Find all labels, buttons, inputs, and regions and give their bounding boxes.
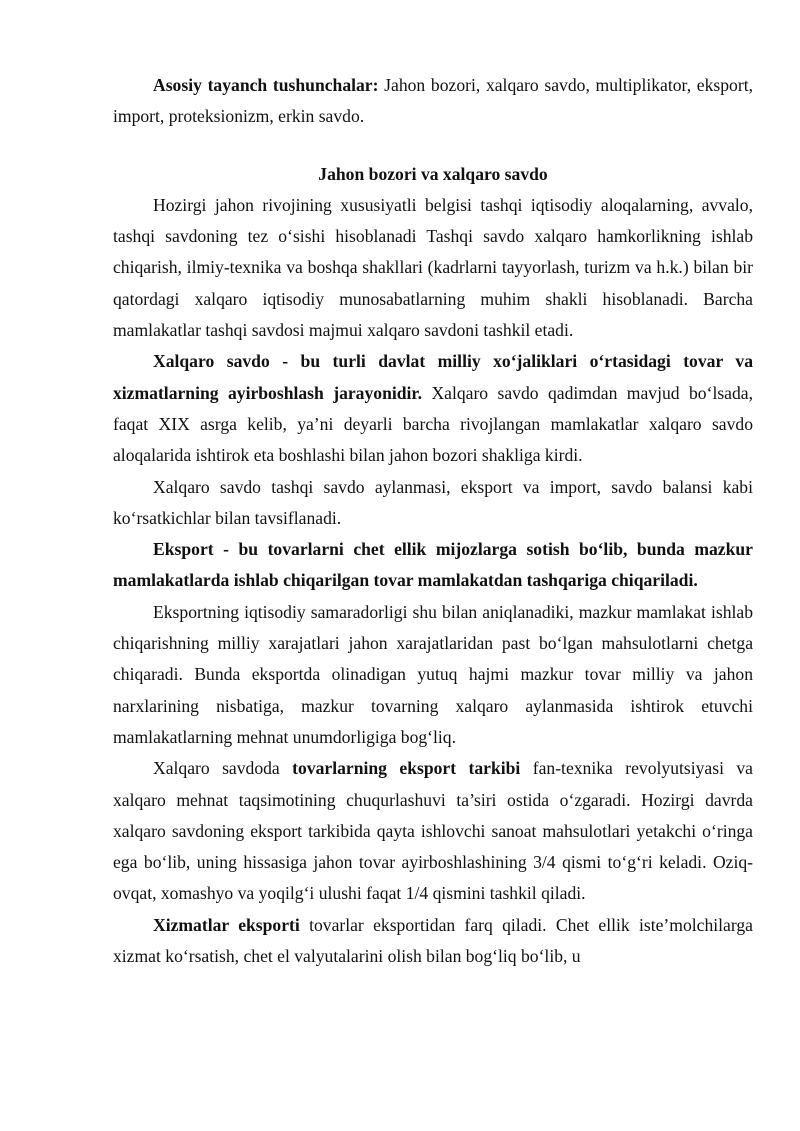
paragraph-5: Eksportning iqtisodiy samaradorligi shu bilan aniqlanadiki, mazkur mamlakat ishlab chiqarishning milliy xarajatlari jahon xarajatlaridan past bo‘lgan mahsulotlarni chetga chiqaradi. Bunda eksportda olinadigan yutuq hajmi mazkur tovar milliy va jahon narxlarining nisbatiga, mazkur tovarning xalqaro aylanmasida ishtirok etuvchi mamlakatlarning mehnat unumdorligiga bog‘liq. (113, 601, 753, 747)
paragraph-2-text: Xalqaro savdo qadimdan mavjud bo‘lsada, faqat XIX asrga kelib, ya’ni deyarli barcha rivojlangan mamlakatlar xalqaro savdo aloqalarida ishtirok eta boshlashi bilan jahon bozori shakliga kirdi. (113, 382, 753, 466)
paragraph-4 (113, 534, 753, 597)
paragraph-2-bold: Xalqaro savdo - bu turli davlat milliy xo‘jaliklari o‘rtasidagi tovar va xizmatlarning ayirboshlash jarayonidir. (113, 351, 753, 403)
key-concepts-paragraph (113, 70, 753, 133)
paragraph-7-bold: Xizmatlar eksporti (153, 914, 300, 935)
paragraph-3: Xalqaro savdo tashqi savdo aylanmasi, eksport va import, savdo balansi kabi ko‘rsatkichlar bilan tavsiflanadi. (113, 476, 753, 528)
key-concepts-label: Asosiy tayanch tushunchalar: (153, 75, 379, 95)
paragraph-6 (113, 753, 753, 909)
key-concepts-text: Jahon bozori, xalqaro savdo, multiplikator, eksport, import, proteksionizm, erkin savdo. (113, 75, 753, 127)
paragraph-6-start: Xalqaro savdoda (153, 758, 293, 779)
paragraph-6-bold: tovarlarning eksport tarkibi (292, 758, 521, 779)
paragraph-2 (113, 346, 753, 471)
paragraph-4-bold: Eksport - bu tovarlarni chet ellik mijozlarga sotish bo‘lib, bunda mazkur mamlakatlarda ishlab chiqarilgan tovar mamlakatdan tashqariga chiqariladi. (113, 539, 753, 591)
section-spacer (113, 133, 753, 159)
paragraph-7-text: tovarlar eksportidan farq qiladi. Chet ellik iste’molchilarga xizmat ko‘rsatish, chet el valyutalarini olish bilan bog‘liq bo‘lib, u (113, 914, 753, 967)
paragraph-1: Hozirgi jahon rivojining xususiyatli belgisi tashqi iqtisodiy aloqalarning, avvalo, tashqi savdoning tez o‘sishi hisoblanadi Tashqi savdo xalqaro hamkorlikning ishlab chiqarish, ilmiy-texnika va boshqa shakllari (kadrlarni tayyorlash, turizm va h.k.) bilan bir qatordagi xalqaro iqtisodiy munosabatlarning muhim shakli hisoblanadi. Barcha mamlakatlar tashqi savdosi majmui xalqaro savdoni tashkil etadi. (113, 194, 753, 341)
document-page (113, 70, 753, 972)
paragraph-6-text: fan-texnika revolyutsiyasi va xalqaro mehnat taqsimotining chuqurlashuvi ta’siri ostida o‘zgaradi. Hozirgi davrda xalqaro savdoning eksport tarkibida qayta ishlovchi sanoat mahsulotlari yetakchi o‘ringa ega bo‘lib, uning hissasiga jahon tovar ayirboshlashining 3/4 qismi to‘g‘ri keladi. Oziq-ovqat, xomashyo va yoqilg‘i ulushi faqat 1/4 qismini tashkil qiladi. (113, 758, 753, 904)
paragraph-7 (113, 910, 753, 973)
section-title: Jahon bozori va xalqaro savdo (318, 163, 548, 184)
